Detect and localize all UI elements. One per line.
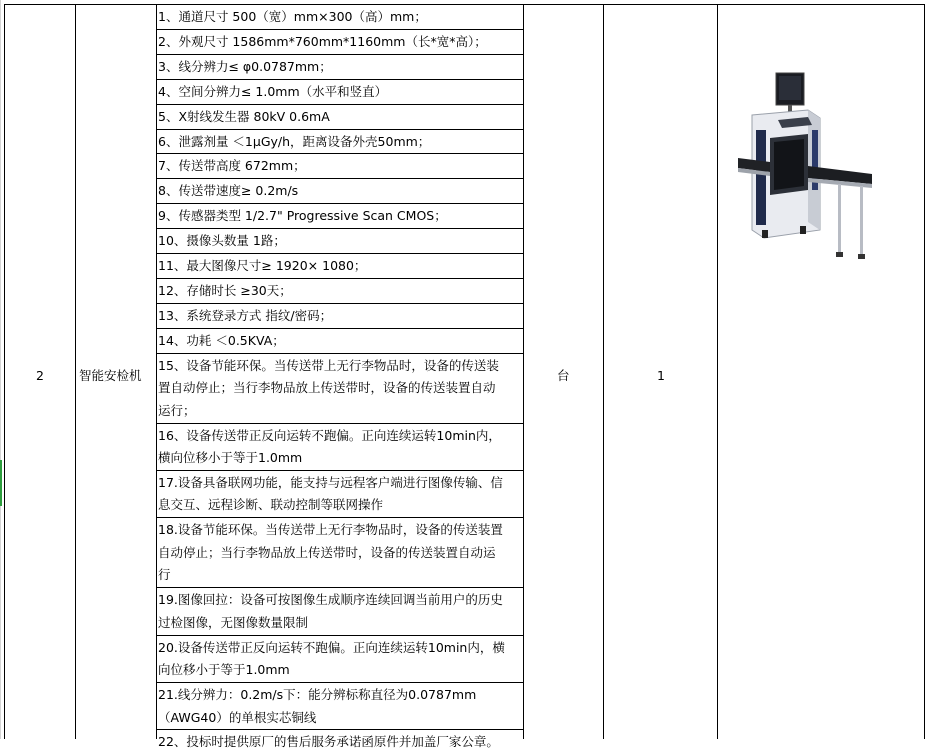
spec-row-border <box>156 29 524 30</box>
spec-line: 13、系统登录方式 指纹/密码； <box>158 307 333 323</box>
spec-item <box>158 31 522 54</box>
spec-line: 6、泄露剂量 ＜1μGy/h，距离设备外壳50mm； <box>158 133 431 149</box>
spec-item <box>158 255 522 278</box>
spec-line: 3、线分辨力≤ φ0.0787mm； <box>158 58 332 74</box>
product-name: 智能安检机 <box>79 368 142 383</box>
spec-item <box>158 731 522 754</box>
spec-line: 18.设备节能环保。当传送带上无行李物品时，设备的传送装置 <box>158 522 503 538</box>
col-border-3 <box>523 4 524 739</box>
spec-line: 息交互、远程诊断、联动控制等联网操作 <box>158 497 384 513</box>
spec-line: 16、设备传送带正反向运转不跑偏。正向连续运转10min内， <box>158 427 501 443</box>
spec-item <box>158 56 522 79</box>
unit: 台 <box>557 368 570 383</box>
spec-line: 20.设备传送带正反向运转不跑偏。正向连续运转10min内，横 <box>158 639 505 655</box>
row-border-top <box>4 4 925 5</box>
spec-line: 8、传送带速度≥ 0.2m/s <box>158 183 299 199</box>
spec-item <box>158 355 522 423</box>
spec-line: 置自动停止；当行李物品放上传送带时，设备的传送装置自动 <box>158 380 496 396</box>
spec-item <box>158 131 522 154</box>
row-index: 2 <box>36 368 44 383</box>
spec-line: 22、投标时提供原厂的售后服务承诺函原件并加盖厂家公章。 <box>158 734 499 750</box>
spec-item <box>158 425 522 470</box>
spec-line: 5、X射线发生器 80kV 0.6mA <box>158 108 330 124</box>
spec-line: 1、通道尺寸 500（宽）mm×300（高）mm； <box>158 9 427 24</box>
spec-line: 12、存储时长 ≥30天； <box>158 282 292 298</box>
spec-row-border <box>156 178 524 179</box>
spec-line: 7、传送带高度 672mm； <box>158 158 306 174</box>
spec-line: 19.图像回拉：设备可按图像生成顺序连续回调当前用户的历史 <box>158 592 503 608</box>
spec-item <box>158 106 522 129</box>
quantity: 1 <box>657 368 665 383</box>
spec-line: 过检图像，无图像数量限制 <box>158 614 309 630</box>
spec-row-border <box>156 278 524 279</box>
spec-line: 21.线分辨力：0.2m/s下：能分辨标称直径为0.0787mm <box>158 687 477 702</box>
spec-line: 9、传感器类型 1/2.7" Progressive Scan CMOS； <box>158 208 447 224</box>
spec-item <box>158 589 522 634</box>
spec-row-border <box>156 203 524 204</box>
spec-row-border <box>156 517 524 518</box>
spec-line: 17.设备具备联网功能，能支持与远程客户端进行图像传输、信 <box>158 474 503 490</box>
spec-item <box>158 180 522 203</box>
col-border-4 <box>603 4 604 739</box>
spec-row-border <box>156 228 524 229</box>
spec-item <box>158 330 522 353</box>
spec-line: 自动停止；当行李物品放上传送带时，设备的传送装置自动运 <box>158 544 496 560</box>
spec-line: 行 <box>158 567 171 583</box>
spec-item <box>158 6 522 29</box>
spec-item <box>158 305 522 328</box>
product-image <box>738 70 878 265</box>
spec-line: 4、空间分辨力≤ 1.0mm（水平和竖直） <box>158 83 388 99</box>
spec-item <box>158 81 522 104</box>
spec-item <box>158 472 522 517</box>
spec-item <box>158 155 522 178</box>
spec-line: （AWG40）的单根实芯铜线 <box>158 709 317 725</box>
spec-item <box>158 230 522 253</box>
spec-row-border <box>156 253 524 254</box>
sheet-gridline <box>0 0 1 739</box>
spec-item <box>158 280 522 303</box>
spec-line: 横向位移小于等于1.0mm <box>158 450 303 465</box>
spec-item <box>158 205 522 228</box>
spec-line: 2、外观尺寸 1586mm*760mm*1160mm（长*宽*高）； <box>158 33 487 49</box>
spec-item <box>158 637 522 682</box>
col-border-1 <box>75 4 76 739</box>
col-border-0 <box>4 4 5 739</box>
spec-line: 14、功耗 ＜0.5KVA； <box>158 332 285 348</box>
spec-row-border <box>156 587 524 588</box>
spec-row-border <box>156 682 524 683</box>
xray-security-scanner-icon <box>738 70 878 265</box>
row-selection-mark <box>0 460 2 506</box>
spec-line: 运行； <box>158 402 196 418</box>
col-border-2 <box>156 4 157 739</box>
spec-line: 10、摄像头数量 1路； <box>158 233 286 249</box>
spec-item <box>158 684 522 729</box>
spec-line: 15、设备节能环保。当传送带上无行李物品时，设备的传送装 <box>158 357 499 373</box>
spec-line: 11、最大图像尺寸≥ 1920× 1080； <box>158 258 367 273</box>
spec-item <box>158 519 522 587</box>
spec-row-border <box>156 153 524 154</box>
spec-row-border <box>156 729 524 730</box>
spec-row-border <box>156 470 524 471</box>
spec-line: 向位移小于等于1.0mm <box>158 662 290 678</box>
col-border-5 <box>717 4 718 739</box>
